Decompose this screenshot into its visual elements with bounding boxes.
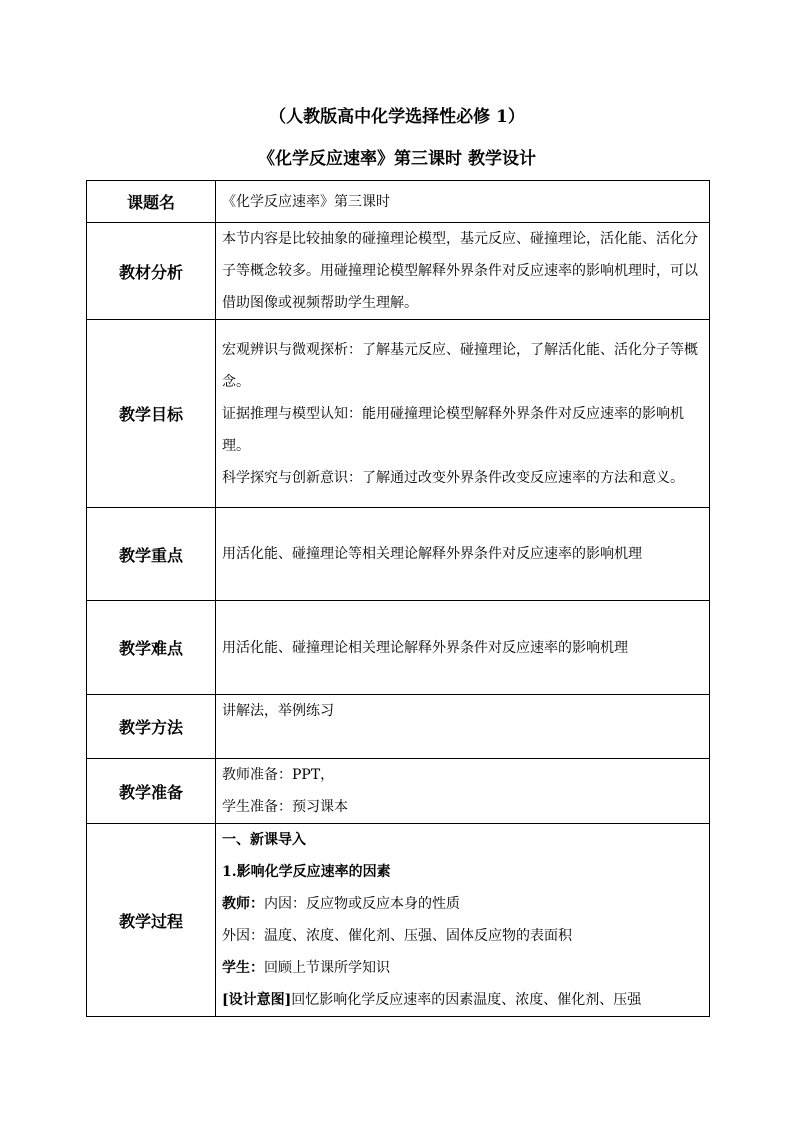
goal-item: 科学探究与创新意识：了解通过改变外界条件改变反应速率的方法和意义。 bbox=[222, 469, 684, 486]
design-intent-line bbox=[222, 984, 703, 1016]
student-text: 回顾上节课所学知识 bbox=[264, 960, 390, 976]
student-label: 学生： bbox=[222, 960, 264, 976]
row-content-methods: 讲解法，举例练习 bbox=[216, 695, 710, 759]
teacher-label: 教师： bbox=[222, 896, 264, 912]
lesson-design-table bbox=[86, 180, 710, 1017]
table-row-preparation bbox=[87, 759, 710, 824]
student-line bbox=[222, 952, 703, 984]
row-label-goals: 教学目标 bbox=[87, 320, 216, 508]
row-content-analysis: 本节内容是比较抽象的碰撞理论模型，基元反应、碰撞理论，活化能、活化分子等概念较多。用碰撞理论模型解释外界条件对反应速率的影响机理时，可以借助图像或视频帮助学生理解。 bbox=[216, 223, 710, 320]
row-content-topic: 《化学反应速率》第三课时 bbox=[216, 181, 710, 223]
preparation-item: 学生准备：预习课本 bbox=[222, 799, 348, 815]
table-row-key-points bbox=[87, 508, 710, 601]
goal-item: 证据推理与模型认知：能用碰撞理论模型解释外界条件对反应速率的影响机理。 bbox=[222, 405, 684, 454]
row-label-topic: 课题名 bbox=[87, 181, 216, 223]
table-row-difficulties bbox=[87, 601, 710, 695]
table-row-goals bbox=[87, 320, 710, 508]
row-label-analysis: 教材分析 bbox=[87, 223, 216, 320]
table-row-process bbox=[87, 824, 710, 1017]
process-section-heading: 一、新课导入 bbox=[222, 832, 306, 848]
design-intent-text: 回忆影响化学反应速率的因素温度、浓度、催化剂、压强 bbox=[291, 992, 642, 1008]
teacher-text: 内因：反应物或反应本身的性质 bbox=[264, 896, 460, 912]
teacher-line bbox=[222, 888, 703, 920]
preparation-item: 教师准备：PPT， bbox=[222, 767, 335, 783]
document-title: 《化学反应速率》第三课时 教学设计 bbox=[258, 149, 536, 169]
row-label-methods: 教学方法 bbox=[87, 695, 216, 759]
process-subsection-heading: 1.影响化学反应速率的因素 bbox=[222, 864, 391, 880]
row-content-key-points: 用活化能、碰撞理论等相关理论解释外界条件对反应速率的影响机理 bbox=[216, 508, 710, 601]
row-label-difficulties: 教学难点 bbox=[87, 601, 216, 695]
row-label-process: 教学过程 bbox=[87, 824, 216, 1017]
row-label-preparation: 教学准备 bbox=[87, 759, 216, 824]
goal-item: 宏观辨识与微观探析：了解基元反应、碰撞理论，了解活化能、活化分子等概念。 bbox=[222, 341, 698, 390]
external-factors-line: 外因：温度、浓度、催化剂、压强、固体反应物的表面积 bbox=[222, 928, 572, 944]
document-subtitle: （人教版高中化学选择性必修 1） bbox=[269, 107, 525, 127]
row-label-key-points: 教学重点 bbox=[87, 508, 216, 601]
design-intent-label: [设计意图] bbox=[222, 992, 292, 1008]
row-content-goals bbox=[216, 320, 710, 508]
table-row-analysis bbox=[87, 223, 710, 320]
table-row-methods bbox=[87, 695, 710, 759]
row-content-difficulties: 用活化能、碰撞理论相关理论解释外界条件对反应速率的影响机理 bbox=[216, 601, 710, 695]
table-row-topic bbox=[87, 181, 710, 223]
row-content-preparation bbox=[216, 759, 710, 824]
row-content-process bbox=[216, 824, 710, 1017]
